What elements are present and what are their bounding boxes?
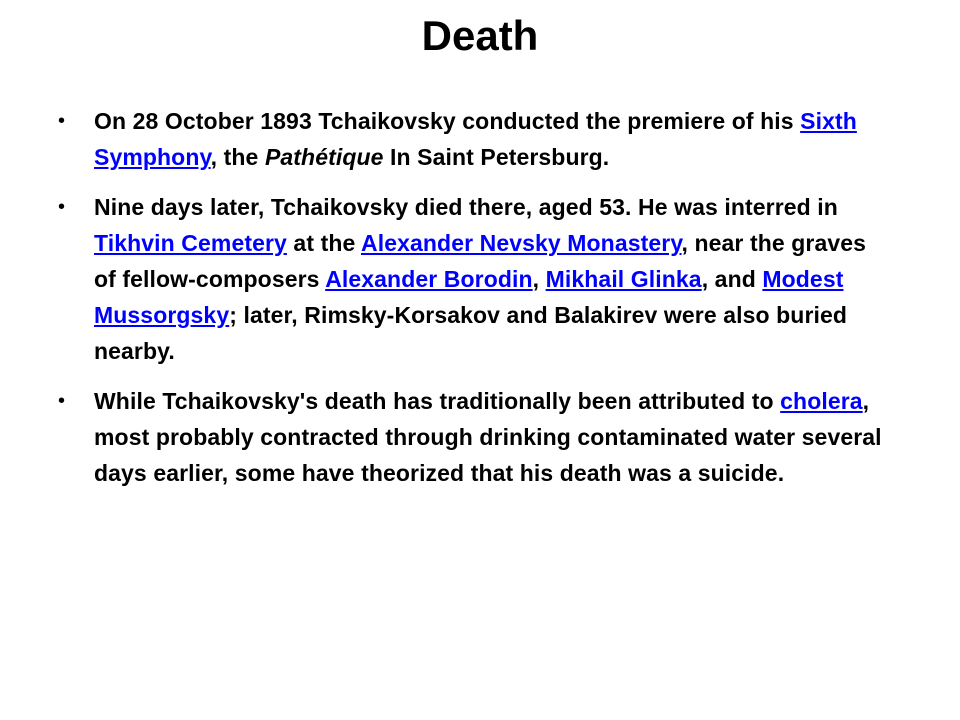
link-modest-mussorgsky[interactable]: Modest Mussorgsky [94, 266, 844, 328]
bullet-text: , the [210, 144, 265, 170]
bullet-text: , most probably contracted through drinking contaminated water several days earlier, some have theorized that his death was a suicide. [94, 388, 882, 486]
link-alexander-nevsky-monastery[interactable]: Alexander Nevsky Monastery [361, 230, 682, 256]
bullet-item-cause-of-death [58, 383, 894, 491]
link-mikhail-glinka[interactable]: Mikhail Glinka [545, 266, 702, 292]
bullet-text: , [532, 266, 546, 292]
bullet-icon: • [58, 390, 66, 412]
bullet-text: While Tchaikovsky's death has traditionally been attributed to [94, 388, 781, 414]
bullet-text: ; later, Rimsky-Korsakov and Balakirev were also buried nearby. [94, 302, 848, 364]
bullet-item-burial [58, 189, 894, 369]
link-alexander-borodin[interactable]: Alexander Borodin [325, 266, 533, 292]
bullet-icon: • [58, 196, 66, 218]
bullet-list [58, 103, 894, 505]
link-sixth-symphony[interactable]: Sixth Symphony [94, 108, 857, 170]
bullet-text: at the [286, 230, 362, 256]
bullet-item-premiere [58, 103, 894, 175]
bullet-text: , and [701, 266, 763, 292]
slide-title: Death [421, 12, 539, 59]
bullet-text: , near the graves of fellow-composers [94, 230, 867, 292]
italic-pathetique: Pathétique [264, 144, 384, 170]
bullet-text: On 28 October 1893 Tchaikovsky conducted the premiere of his [94, 108, 801, 134]
bullet-text: Nine days later, Tchaikovsky died there, aged 53. He was interred in [94, 194, 838, 220]
link-tikhvin-cemetery[interactable]: Tikhvin Cemetery [94, 230, 287, 256]
bullet-text: In Saint Petersburg. [383, 144, 610, 170]
bullet-icon: • [58, 110, 66, 132]
link-cholera[interactable]: cholera [780, 388, 863, 414]
